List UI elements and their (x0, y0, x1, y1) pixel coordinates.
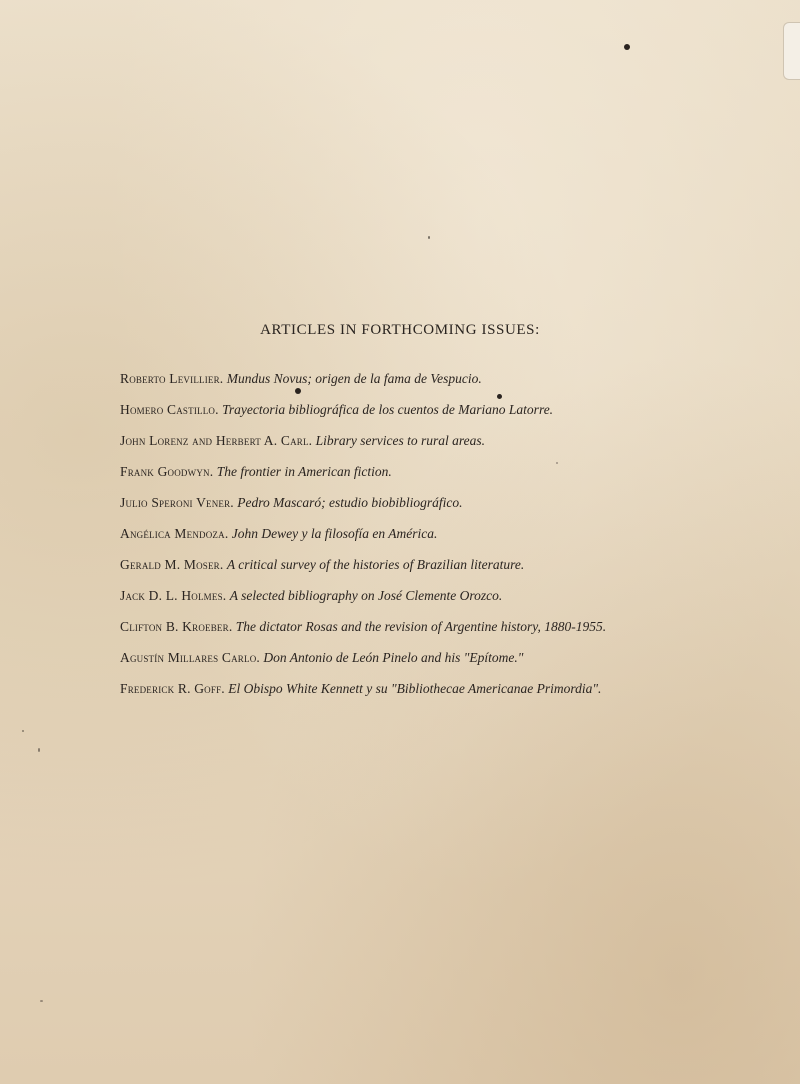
page-title: ARTICLES IN FORTHCOMING ISSUES: (260, 322, 540, 338)
list-item (120, 556, 690, 573)
list-item (120, 463, 690, 480)
list-item (120, 494, 690, 511)
entry-author: Jack D. L. Holmes. (120, 588, 227, 603)
ink-speck (38, 748, 40, 752)
entry-title: John Dewey y la filosofía en América. (231, 526, 438, 541)
entry-author: Gerald M. Moser. (120, 557, 224, 572)
entry-author: Frank Goodwyn. (120, 464, 214, 479)
list-item (120, 401, 690, 418)
entry-title: A critical survey of the histories of Brazilian literature. (226, 557, 525, 572)
entry-author: Homero Castillo. (120, 402, 219, 417)
list-item (120, 370, 690, 387)
entry-title: Mundus Novus; origen de la fama de Vespucio. (226, 371, 482, 386)
entry-title: Pedro Mascaró; estudio biobibliográfico. (237, 495, 463, 510)
entry-title: The dictator Rosas and the revision of Argentine history, 1880-1955. (235, 619, 607, 634)
entry-author: Agustín Millares Carlo. (120, 650, 260, 665)
entry-author: Roberto Levillier. (120, 371, 224, 386)
list-item (120, 587, 690, 604)
list-item (120, 618, 690, 635)
ink-spot (624, 44, 630, 50)
entry-title: Library services to rural areas. (315, 433, 485, 448)
entry-title: Don Antonio de León Pinelo and his "Epítome." (263, 650, 524, 665)
entry-title: El Obispo White Kennett y su "Bibliothecae Americanae Primordia". (228, 681, 602, 696)
entry-author: Julio Speroni Vener. (120, 495, 234, 510)
list-item (120, 432, 690, 449)
list-item (120, 649, 690, 666)
article-list (120, 370, 690, 711)
list-item (120, 525, 690, 542)
list-item (120, 680, 690, 697)
entry-author: Angélica Mendoza. (120, 526, 229, 541)
ink-speck (428, 236, 430, 239)
page-edge-tab (783, 22, 800, 80)
entry-title: A selected bibliography on José Clemente Orozco. (229, 588, 503, 603)
entry-title: The frontier in American fiction. (216, 464, 392, 479)
ink-speck (22, 730, 24, 732)
ink-speck (40, 1000, 43, 1002)
entry-author: Frederick R. Goff. (120, 681, 225, 696)
entry-title: Trayectoria bibliográfica de los cuentos de Mariano Latorre. (222, 402, 554, 417)
entry-author: Clifton B. Kroeber. (120, 619, 233, 634)
entry-author: John Lorenz and Herbert A. Carl. (120, 433, 313, 448)
